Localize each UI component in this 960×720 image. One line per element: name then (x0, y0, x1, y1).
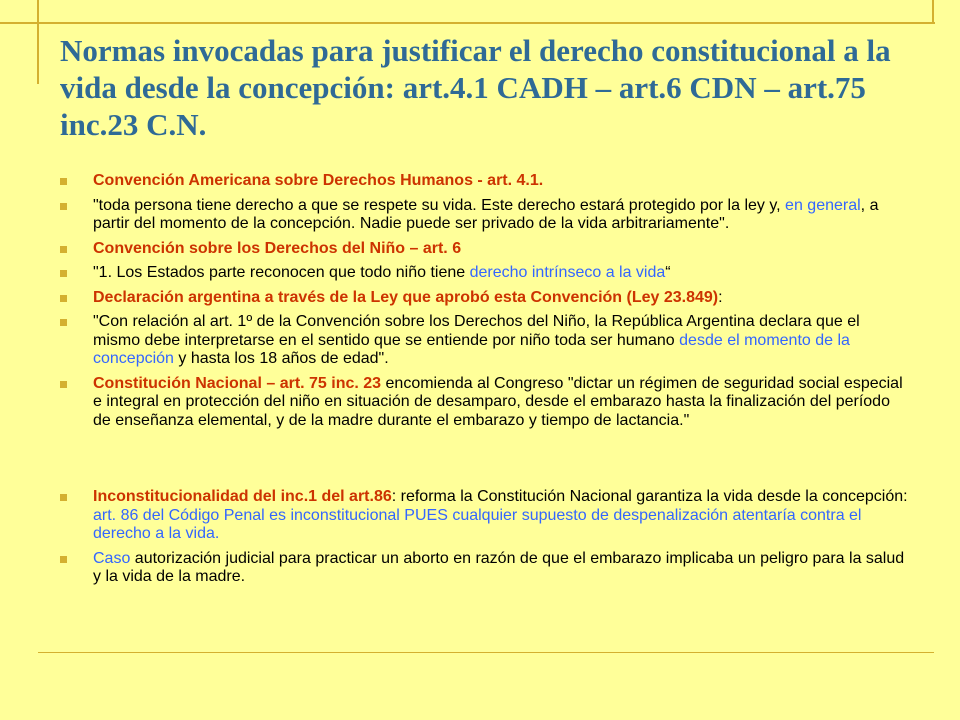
bullet-item (60, 197, 910, 234)
bullet-square-icon (60, 319, 67, 326)
bullet-highlight-text: art. 86 del Código Penal es inconstitucional PUES cualquier supuesto de despenalización atentaría contra el derecho a la vida. (93, 506, 862, 542)
bullet-item (60, 240, 910, 259)
bullet-text: , a partir del momento de la concepción. Nadie puede ser privado de la vida arbitrariamente". (93, 196, 879, 232)
bullet-heading-text: Convención Americana sobre Derechos Humanos - art. 4.1. (93, 172, 544, 189)
top-rule (0, 22, 935, 24)
bullet-highlight-text: Caso (93, 549, 131, 567)
bullet-heading-text: Convención sobre los Derechos del Niño – art. 6 (93, 239, 462, 257)
bullet-item (60, 488, 910, 544)
bullet-text: y hasta los 18 años de edad". (173, 350, 389, 367)
bullet-square-icon (60, 556, 67, 563)
bullet-highlight-text: derecho intrínseco a la vida (469, 264, 666, 281)
bullet-list (60, 172, 910, 593)
bullet-text: autorización judicial para practicar un aborto en razón de que el embarazo implicaba un peligro para la salud y la vida de la madre. (93, 549, 905, 585)
left-accent-rule (37, 0, 39, 84)
bullet-square-icon (60, 295, 67, 302)
bullet-item (60, 375, 910, 431)
bullet-text: encomienda al Congreso "dictar un régimen de seguridad social especial e integral en protección del niño en situación de desamparo, desde el embarazo hasta la finalización del período de enseñanza elemental, y de la madre durante el embarazo y tiempo de lactancia." (93, 374, 903, 429)
right-accent-rule (932, 0, 934, 22)
bullet-square-icon (60, 246, 67, 253)
bullet-heading-text: Declaración argentina a través de la Ley que aprobó esta Convención (Ley 23.849) (93, 288, 719, 306)
bullet-text: : (718, 288, 723, 306)
bullet-item (60, 550, 910, 587)
bullet-heading-text: Inconstitucionalidad del inc.1 del art.86 (93, 488, 392, 505)
bullet-item (60, 172, 910, 191)
bullet-text: : reforma la Constitución Nacional garantiza la vida desde la concepción: (391, 488, 908, 505)
bullet-heading-text: Constitución Nacional – art. 75 inc. 23 (93, 374, 382, 392)
bottom-rule (38, 652, 934, 653)
bullet-item (60, 313, 910, 369)
bullet-text: "1. Los Estados parte reconocen que todo niño tiene (93, 264, 470, 281)
bullet-item (60, 264, 910, 283)
bullet-text: "toda persona tiene derecho a que se respete su vida. Este derecho estará protegido por la ley y, (93, 196, 786, 214)
bullet-square-icon (60, 270, 67, 277)
bullet-text: “ (665, 264, 671, 281)
bullet-highlight-text: desde el momento de la concepción (93, 331, 850, 367)
bullet-highlight-text: en general (785, 196, 861, 214)
slide-title: Normas invocadas para justificar el derecho constitucional a la vida desde la concepción: art.4.1 CADH – art.6 CDN – art.75 inc.23 C.N. (60, 33, 891, 142)
bullet-square-icon (60, 203, 67, 210)
bullet-square-icon (60, 178, 67, 185)
bullet-square-icon (60, 494, 67, 501)
bullet-item (60, 289, 910, 308)
bullet-square-icon (60, 381, 67, 388)
bullet-text: "Con relación al art. 1º de la Convención sobre los Derechos del Niño, la República Argentina declara que el mismo debe interpretarse en el sentido que se entiende por niño toda ser humano (93, 313, 860, 349)
